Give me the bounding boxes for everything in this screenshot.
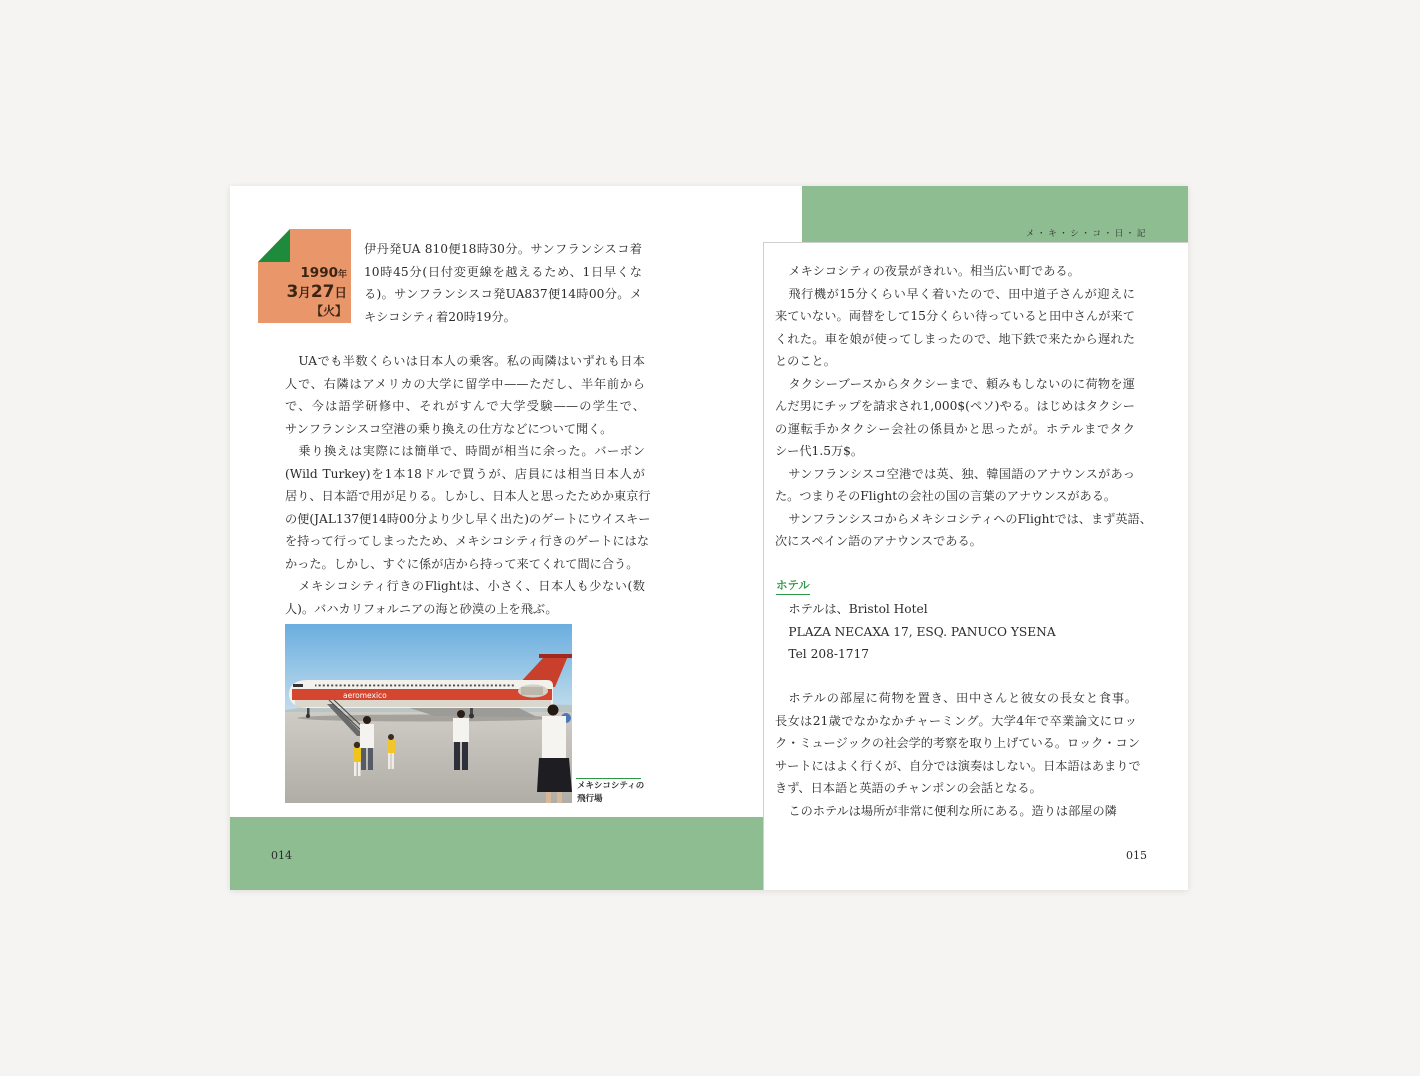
page-number-left: 014 bbox=[271, 849, 292, 862]
hotel-address bbox=[775, 598, 1135, 666]
badge-month-number: 3 bbox=[286, 282, 299, 302]
badge-year-unit: 年 bbox=[337, 270, 347, 280]
text-line: 居り、日本語で用が足りる。しかし、日本人と思ったためか東京行 bbox=[285, 489, 651, 503]
airport-photo bbox=[285, 624, 572, 803]
caption-rule bbox=[576, 778, 641, 779]
text-line: サンフランシスコからメキシコシティへのFlightでは、まず英語、 bbox=[788, 511, 1152, 526]
tarmac bbox=[285, 712, 572, 803]
right-page-body bbox=[775, 260, 1152, 553]
page-number-right: 015 bbox=[1126, 849, 1147, 862]
text-line: UAでも半数くらいは日本人の乗客。私の両隣はいずれも日本 bbox=[298, 354, 645, 368]
text-line: キシコシティ着20時19分。 bbox=[364, 309, 516, 324]
flight-info-text bbox=[364, 238, 642, 328]
text-line: ホテルの部屋に荷物を置き、田中さんと彼女の長女と食事。 bbox=[788, 691, 1137, 705]
text-line: くれた。車を娘が使ってしまったので、地下鉄で来たから遅れた bbox=[775, 331, 1135, 346]
badge-year bbox=[258, 263, 347, 281]
badge-day-unit: 日 bbox=[334, 285, 347, 300]
text-line: とのこと。 bbox=[775, 354, 836, 368]
text-line: 人)。バハカリフォルニアの海と砂漠の上を飛ぶ。 bbox=[285, 601, 558, 616]
text-line: 次にスペイン語のアナウンスである。 bbox=[775, 534, 982, 548]
text-line: このホテルは場所が非常に便利な所にある。造りは部屋の隣 bbox=[788, 803, 1117, 818]
text-line: ク・ミュージックの社会学的考察を取り上げている。ロック・コン bbox=[775, 736, 1140, 750]
text-line: タクシーブースからタクシーまで、頼みもしないのに荷物を運 bbox=[788, 376, 1135, 391]
text-line: Tel 208-1717 bbox=[788, 647, 869, 661]
left-page-body bbox=[285, 350, 651, 620]
right-page-body-continued bbox=[775, 687, 1141, 822]
badge-month-unit: 月 bbox=[298, 285, 311, 300]
text-line: 来ていない。両替をして15分くらい待っていると田中さんが来て bbox=[775, 309, 1135, 323]
text-line: る)。サンフランシスコ発UA837便14時00分。メ bbox=[364, 287, 642, 302]
text-line: で、今は語学研修中、それがすんで大学受験——の学生で、 bbox=[285, 399, 645, 413]
text-line: を持って行ってしまったため、メキシコシティ行きのゲートにはな bbox=[285, 534, 650, 548]
text-line: かった。しかし、すぐに係が店から持って来てくれて間に合う。 bbox=[285, 556, 639, 571]
text-line: 伊丹発UA 810便18時30分。サンフランシスコ着 bbox=[364, 242, 642, 256]
text-line: シー代1.5万$。 bbox=[775, 444, 864, 458]
text-line: きず、日本語と英語のチャンポンの会話となる。 bbox=[775, 781, 1042, 795]
photo-caption bbox=[577, 780, 644, 806]
text-line: サンフランシスコ空港では英、独、韓国語のアナウンスがあっ bbox=[788, 466, 1135, 481]
running-title: メ・キ・シ・コ・日・記 bbox=[1025, 229, 1148, 239]
badge-day-number: 27 bbox=[310, 282, 335, 302]
text-line: サートにはよく行くが、自分では演奏はしない。日本語はあまりで bbox=[775, 758, 1141, 773]
badge-year-number: 1990 bbox=[300, 265, 338, 281]
text-line: サンフランシスコ空港の乗り換えの仕方などについて聞く。 bbox=[285, 421, 613, 436]
text-line: メキシコシティ行きのFlightは、小さく、日本人も少ない(数 bbox=[298, 579, 645, 593]
airline-livery-text: aeromexico bbox=[343, 691, 387, 700]
photo-caption-line: メキシコシティの bbox=[577, 781, 645, 791]
date-badge-folded-corner bbox=[258, 229, 290, 262]
text-line: (Wild Turkey)を1本18ドルで買うが、店員には相当日本人が bbox=[285, 466, 645, 481]
text-line: んだ男にチップを請求され1,000$(ペソ)やる。はじめはタクシー bbox=[775, 399, 1135, 413]
text-line: た。つまりそのFlightの会社の国の言葉のアナウンスがある。 bbox=[775, 489, 1117, 503]
text-line: 飛行機が15分くらい早く着いたので、田中道子さんが迎えに bbox=[788, 286, 1135, 301]
text-line: ホテルは、Bristol Hotel bbox=[788, 602, 928, 616]
badge-weekday: 【火】 bbox=[310, 304, 347, 318]
text-line: メキシコシティの夜景がきれい。相当広い町である。 bbox=[788, 264, 1080, 278]
section-heading-hotel: ホテル bbox=[776, 577, 810, 595]
text-line: 乗り換えは実際には簡単で、時間が相当に余った。バーボン bbox=[298, 444, 645, 458]
text-line: 人で、右隣はアメリカの大学に留学中——ただし、半年前から bbox=[285, 376, 645, 391]
badge-date bbox=[258, 281, 347, 303]
text-line: PLAZA NECAXA 17, ESQ. PANUCO YSENA bbox=[788, 624, 1056, 639]
text-line: の運転手かタクシー会社の係員かと思ったが。ホテルまでタク bbox=[775, 421, 1135, 436]
text-line: 10時45分(日付変更線を越えるため、1日早くな bbox=[364, 264, 642, 279]
text-line: 長女は21歳でなかなかチャーミング。大学4年で卒業論文にロッ bbox=[775, 713, 1137, 728]
text-line: の便(JAL137便14時00分より少し早く出た)のゲートにウイスキー bbox=[285, 511, 651, 526]
left-page-footer-band bbox=[230, 817, 763, 890]
photo-caption-line: 飛行場 bbox=[577, 794, 603, 804]
